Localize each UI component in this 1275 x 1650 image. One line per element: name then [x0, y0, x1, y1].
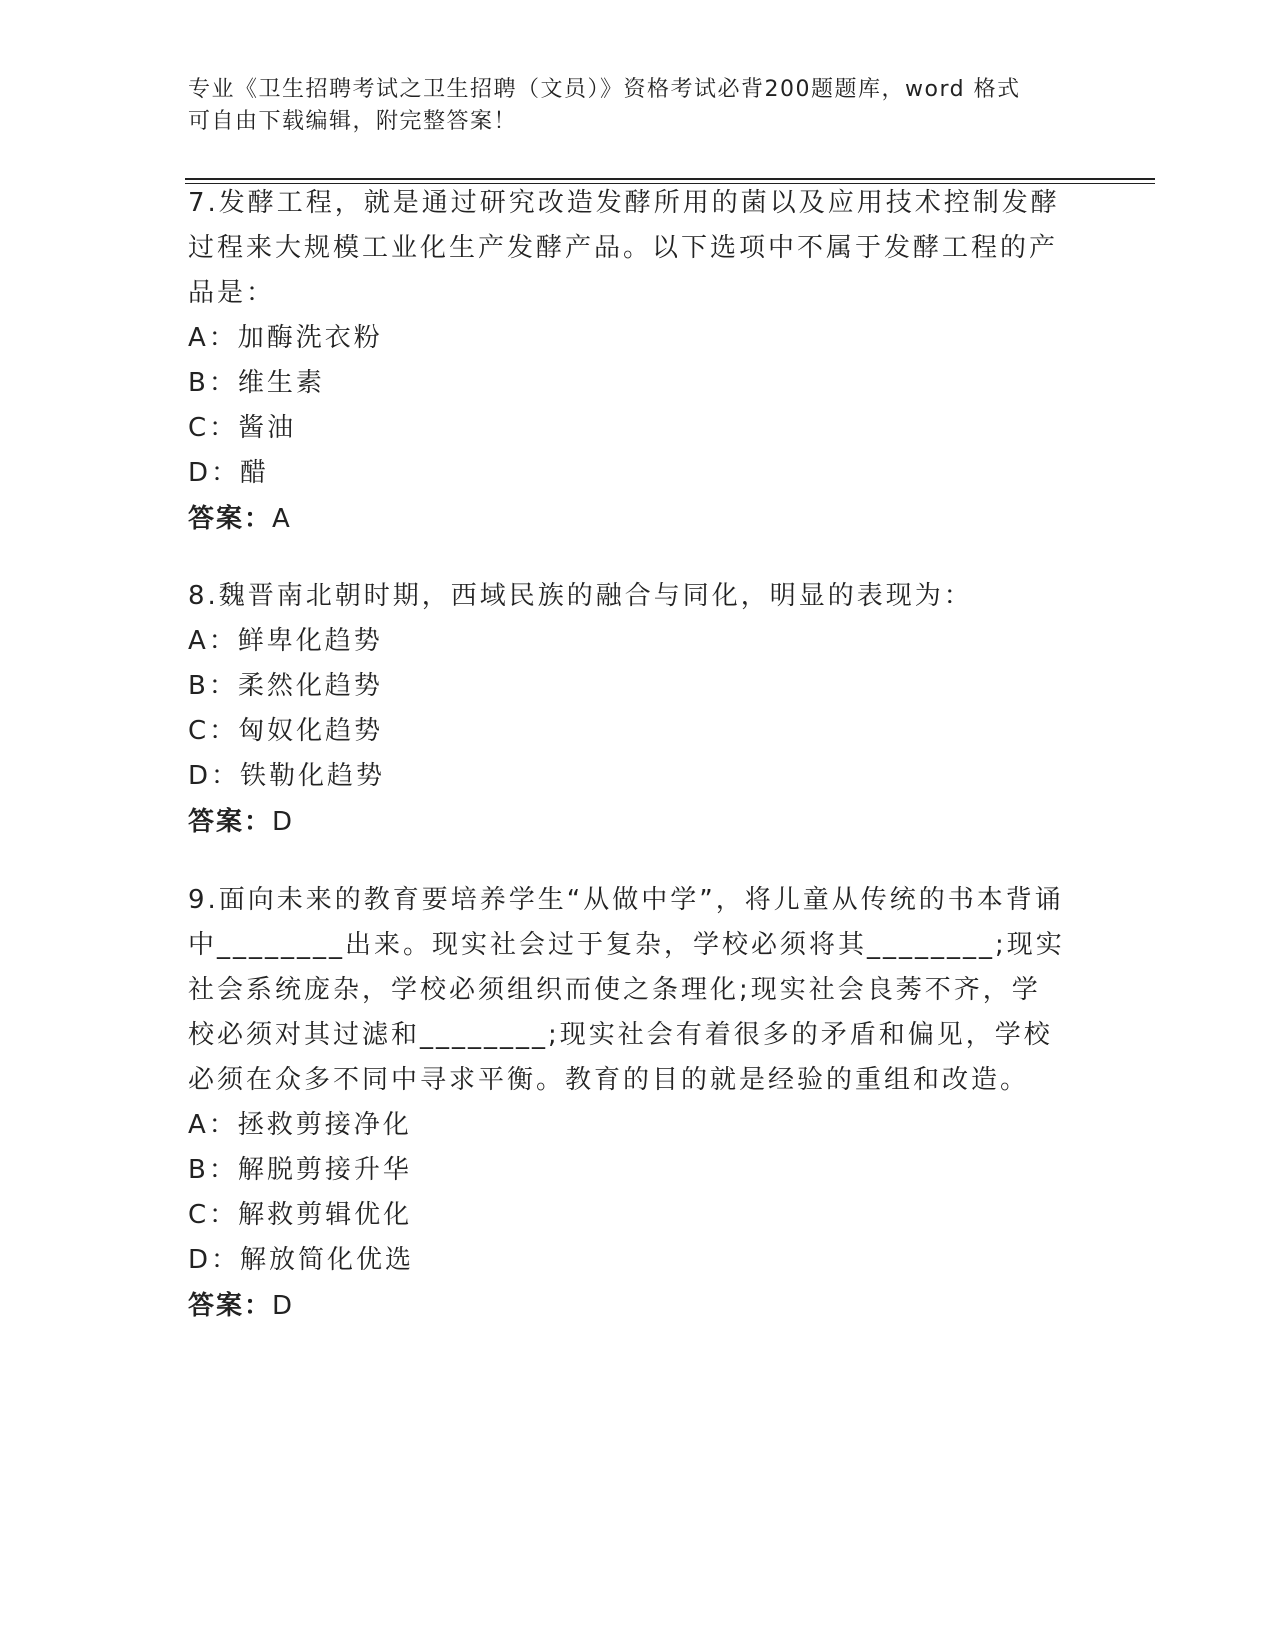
- question-7: [188, 181, 1068, 542]
- option-c: C：解救剪辑优化: [188, 1200, 413, 1230]
- option-d: D：醋: [188, 458, 270, 488]
- option-d: D：铁勒化趋势: [188, 761, 386, 791]
- option-b: B：解脱剪接升华: [188, 1155, 412, 1185]
- option-a: A：拯救剪接净化: [188, 1110, 412, 1140]
- question-8: [188, 574, 1068, 845]
- document-header: [188, 74, 1068, 138]
- question-text: 8.魏晋南北朝时期，西域民族的融合与同化，明显的表现为：: [188, 581, 973, 611]
- answer-line: [188, 496, 1068, 542]
- option-a: A：鲜卑化趋势: [188, 626, 383, 656]
- question-text: 9.面向未来的教育要培养学生“从做中学”，将儿童从传统的书本背诵中________出来。现实社会过于复杂，学校必须将其________;现实社会系统庞杂，学校必须组织而使之条理化;现实社会良莠不齐，学校必须对其过滤和________;现实社会有着很多的矛盾和偏见，学校必须在众多不同中寻求平衡。教育的目的就是经验的重组和改造。: [188, 885, 1065, 1095]
- answer-label: 答案：: [188, 807, 273, 837]
- option-c: C：酱油: [188, 413, 297, 443]
- answer-line: [188, 1283, 1068, 1329]
- option-d: D：解放简化优选: [188, 1245, 415, 1275]
- answer-label: 答案：: [188, 504, 273, 534]
- header-intro-line-2: 可自由下载编辑，附完整答案！: [188, 109, 518, 134]
- answer-value: D: [272, 807, 295, 837]
- question-9: [188, 878, 1068, 1329]
- option-c: C：匈奴化趋势: [188, 716, 384, 746]
- question-text: 7.发酵工程，就是通过研究改造发酵所用的菌以及应用技术控制发酵过程来大规模工业化生产发酵产品。以下选项中不属于发酵工程的产品是：: [188, 188, 1060, 308]
- option-a: A：加酶洗衣粉: [188, 323, 383, 353]
- answer-value: D: [272, 1291, 295, 1321]
- header-divider-thick: [185, 178, 1155, 180]
- option-b: B：柔然化趋势: [188, 671, 383, 701]
- answer-line: [188, 799, 1068, 845]
- header-intro-line-1: 专业《卫生招聘考试之卫生招聘（文员）》资格考试必背200题题库，word 格式: [188, 77, 1021, 102]
- answer-value: A: [272, 504, 292, 534]
- answer-label: 答案：: [188, 1291, 273, 1321]
- option-b: B：维生素: [188, 368, 325, 398]
